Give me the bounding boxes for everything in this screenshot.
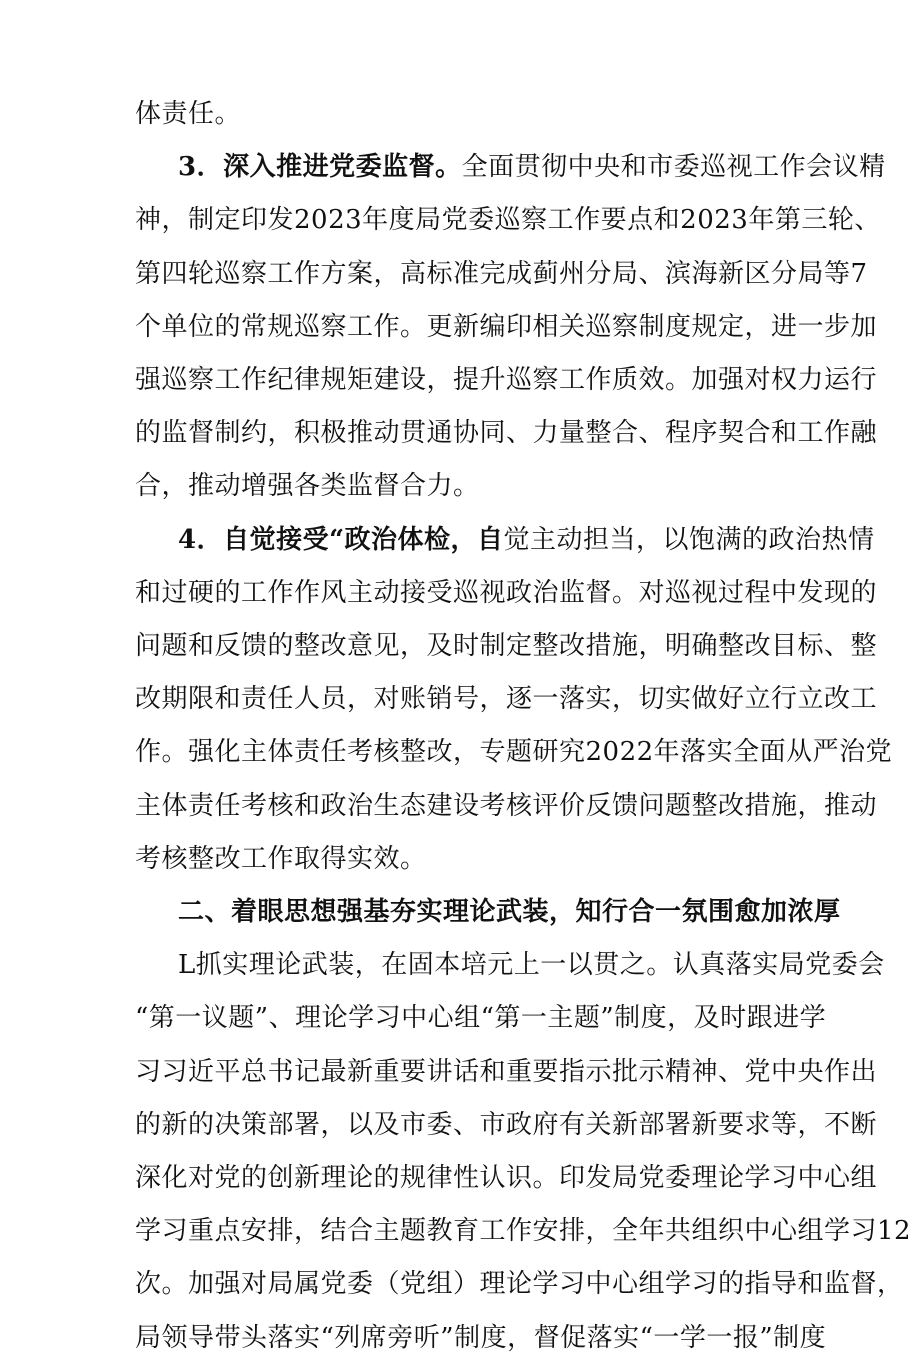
text-line: 习习近平总书记最新重要讲话和重要指示批示精神、党中央作出: [135, 1057, 878, 1087]
item-4-paragraph-start: [178, 522, 875, 558]
text-line: 强巡察工作纪律规矩建设，提升巡察工作质效。加强对权力运行: [135, 365, 878, 395]
item-4-text: 觉主动担当，以饱满的政治热情: [503, 525, 875, 555]
text-line: 局领导带头落实“列席旁听”制度，督促落实“一学一报”制度: [135, 1323, 827, 1353]
item-3-heading: 3．深入推进党委监督。: [178, 152, 462, 182]
section-heading: 二、着眼思想强基夯实理论武装，知行合一氛围愈加浓厚: [178, 897, 841, 927]
item-3-text: 全面贯彻中央和市委巡视工作会议精: [461, 152, 886, 182]
text-line: 个单位的常规巡察工作。更新编印相关巡察制度规定，进一步加: [135, 312, 878, 342]
text-line: 主体责任考核和政治生态建设考核评价反馈问题整改措施，推动: [135, 791, 878, 821]
text-line: 和过硬的工作作风主动接受巡视政治监督。对巡视过程中发现的: [135, 578, 878, 608]
text-line: 学习重点安排，结合主题教育工作安排，全年共组织中心组学习12: [135, 1216, 912, 1246]
text-line: 神，制定印发2023年度局党委巡察工作要点和2023年第三轮、: [135, 205, 881, 235]
text-line: 改期限和责任人员，对账销号，逐一落实，切实做好立行立改工: [135, 684, 878, 714]
text-line: 次。加强对局属党委（党组）理论学习中心组学习的指导和监督，: [135, 1269, 904, 1299]
text-line: “第一议题”、理论学习中心组“第一主题”制度，及时跟进学: [135, 1003, 827, 1033]
text-line: 作。强化主体责任考核整改，专题研究2022年落实全面从严治党: [135, 737, 893, 767]
text-line: 第四轮巡察工作方案，高标准完成蓟州分局、滨海新区分局等7: [135, 259, 868, 289]
item-3-paragraph-start: [178, 149, 886, 185]
text-line: 问题和反馈的整改意见，及时制定整改措施，明确整改目标、整: [135, 631, 878, 661]
text-line: L抓实理论武装，在固本培元上一以贯之。认真落实局党委会: [178, 950, 885, 980]
text-line: 深化对党的创新理论的规律性认识。印发局党委理论学习中心组: [135, 1163, 878, 1193]
item-4-heading: 4．自觉接受“政治体检，自: [178, 525, 504, 555]
text-line: 合，推动增强各类监督合力。: [135, 471, 480, 501]
text-line: 的新的决策部署，以及市委、市政府有关新部署新要求等，不断: [135, 1110, 878, 1140]
text-line: 的监督制约，积极推动贯通协同、力量整合、程序契合和工作融: [135, 418, 878, 448]
text-line: 考核整改工作取得实效。: [135, 844, 427, 874]
text-line: 体责任。: [135, 99, 242, 129]
